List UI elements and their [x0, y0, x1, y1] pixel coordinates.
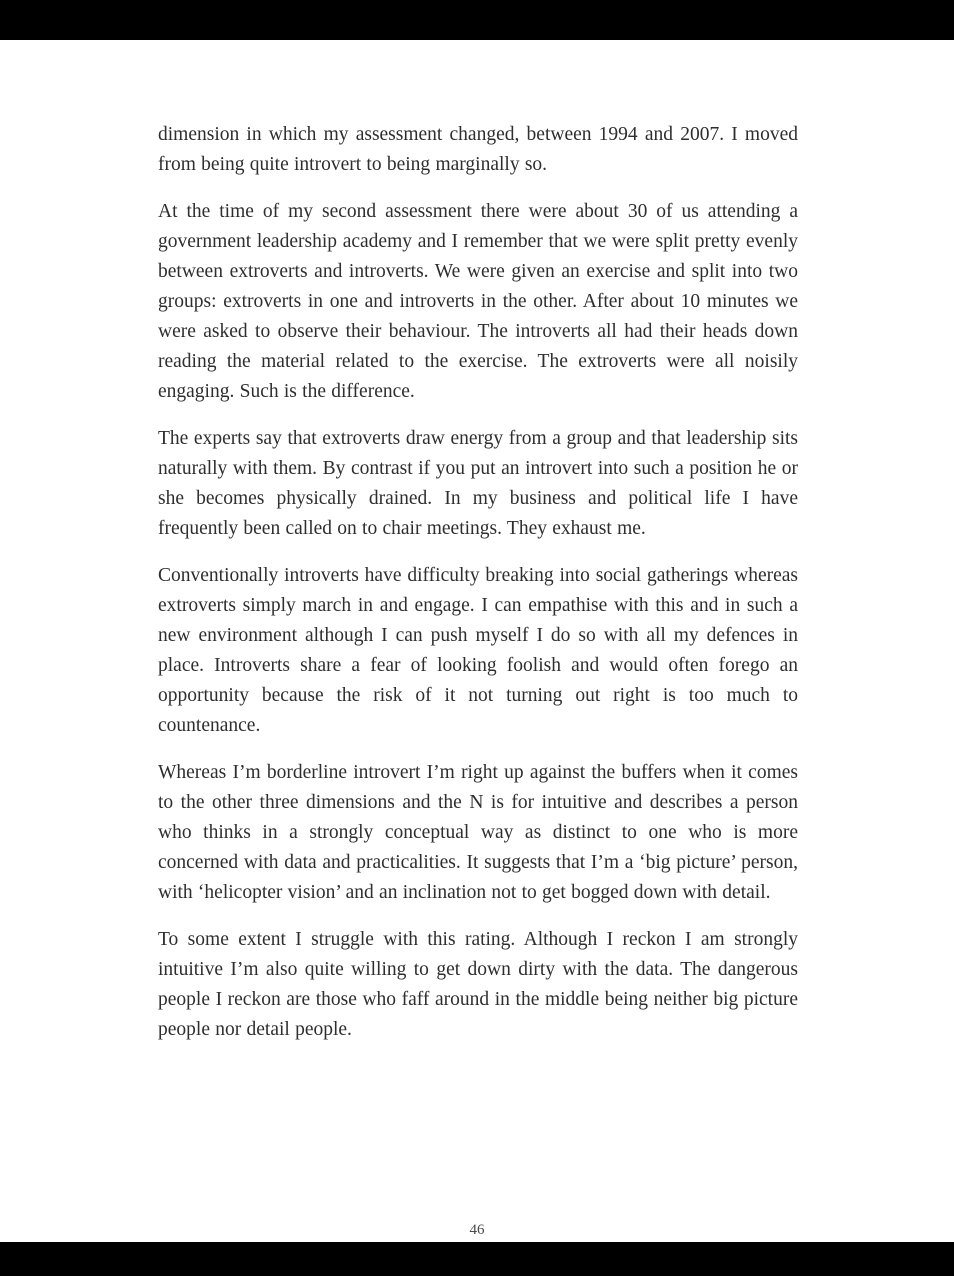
top-edge-bar	[0, 0, 954, 40]
paragraph: dimension in which my assessment changed, between 1994 and 2007. I moved from being quite introvert to being marginally so.	[158, 124, 798, 175]
paragraph: Whereas I’m borderline introvert I’m right up against the buffers when it comes to the other three dimensions and the N is for intuitive and describes a person who thinks in a strongly conceptual way as distinct to one who is more concerned with data and practicalities. It suggests that I’m a ‘big picture’ person, with ‘helicopter vision’ and an inclination not to get bogged down with detail.	[158, 762, 798, 903]
paragraph: At the time of my second assessment there were about 30 of us attending a government leadership academy and I remember that we were split pretty evenly between extroverts and introverts. We were given an exercise and split into two groups: extroverts in one and introverts in the other. After about 10 minutes we were asked to observe their behaviour. The introverts all had their heads down reading the material related to the exercise. The extroverts were all noisily engaging. Such is the difference.	[158, 201, 798, 402]
bottom-edge-bar	[0, 1242, 954, 1276]
paragraph: Conventionally introverts have difficulty breaking into social gatherings whereas extroverts simply march in and engage. I can empathise with this and in such a new environment although I can push myself I do so with all my defences in place. Introverts share a fear of looking foolish and would often forego an opportunity because the risk of it not turning out right is too much to countenance.	[158, 565, 798, 736]
page-number: 46	[469, 1222, 485, 1238]
paragraph: To some extent I struggle with this rating. Although I reckon I am strongly intuitive I’m also quite willing to get down dirty with the data. The dangerous people I reckon are those who faff around in the middle being neither big picture people nor detail people.	[158, 929, 798, 1040]
page-text-content	[158, 120, 798, 1062]
paragraph: The experts say that extroverts draw energy from a group and that leadership sits naturally with them. By contrast if you put an introvert into such a position he or she becomes physically drained. In my business and political life I have frequently been called on to chair meetings. They exhaust me.	[158, 428, 798, 539]
